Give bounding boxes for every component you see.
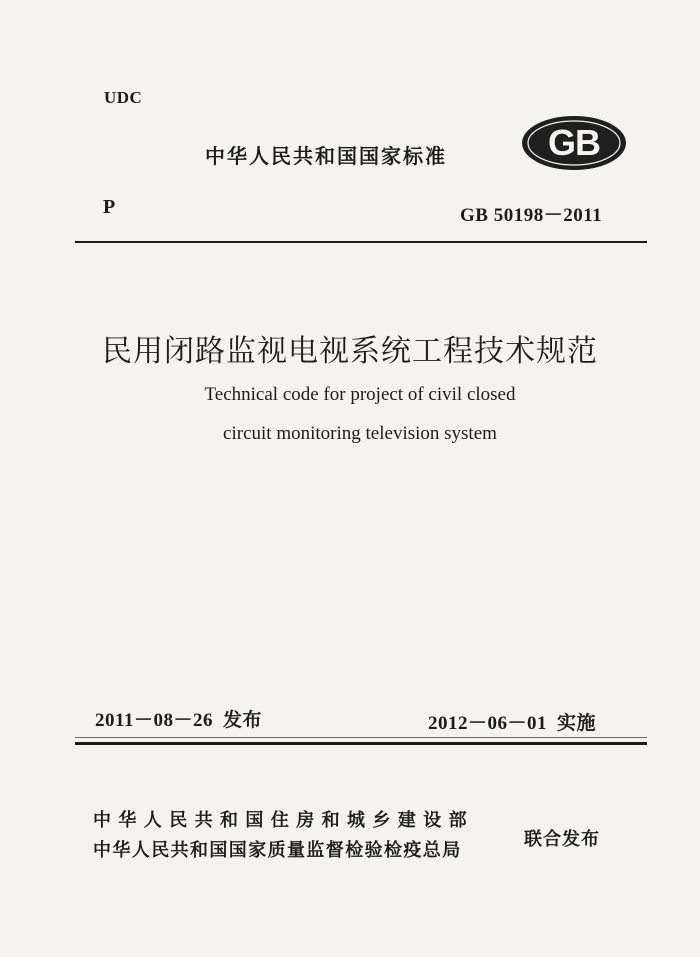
- publisher-aqsiq: 中华人民共和国国家质量监督检验检疫总局: [93, 840, 462, 861]
- bottom-divider-thin: [75, 737, 647, 738]
- publisher-ministry: 中华人民共和国住房和城乡建设部: [93, 810, 474, 831]
- implement-label: 实施: [557, 712, 597, 734]
- joint-publish-label: 联合发布: [524, 829, 600, 850]
- standard-number: GB 50198－2011: [460, 205, 603, 226]
- udc-label: UDC: [104, 88, 143, 107]
- implement-date: 2012－06－01: [428, 713, 548, 734]
- title-english-line1: Technical code for project of civil closed: [204, 384, 516, 405]
- title-chinese: 民用闭路监视电视系统工程技术规范: [102, 334, 598, 369]
- classification-code: P: [103, 196, 116, 218]
- implement-date-block: [428, 708, 596, 735]
- bottom-divider: [75, 742, 647, 745]
- issue-label: 发布: [222, 709, 262, 731]
- issue-date: 2011－08－26: [95, 710, 213, 731]
- top-divider: [75, 241, 647, 243]
- issue-date-block: [95, 705, 262, 732]
- title-english-line2: circuit monitoring television system: [223, 423, 497, 444]
- standard-type: 中华人民共和国国家标准: [205, 144, 447, 168]
- gb-logo: [520, 114, 628, 172]
- gb-logo-text: GB: [548, 122, 600, 163]
